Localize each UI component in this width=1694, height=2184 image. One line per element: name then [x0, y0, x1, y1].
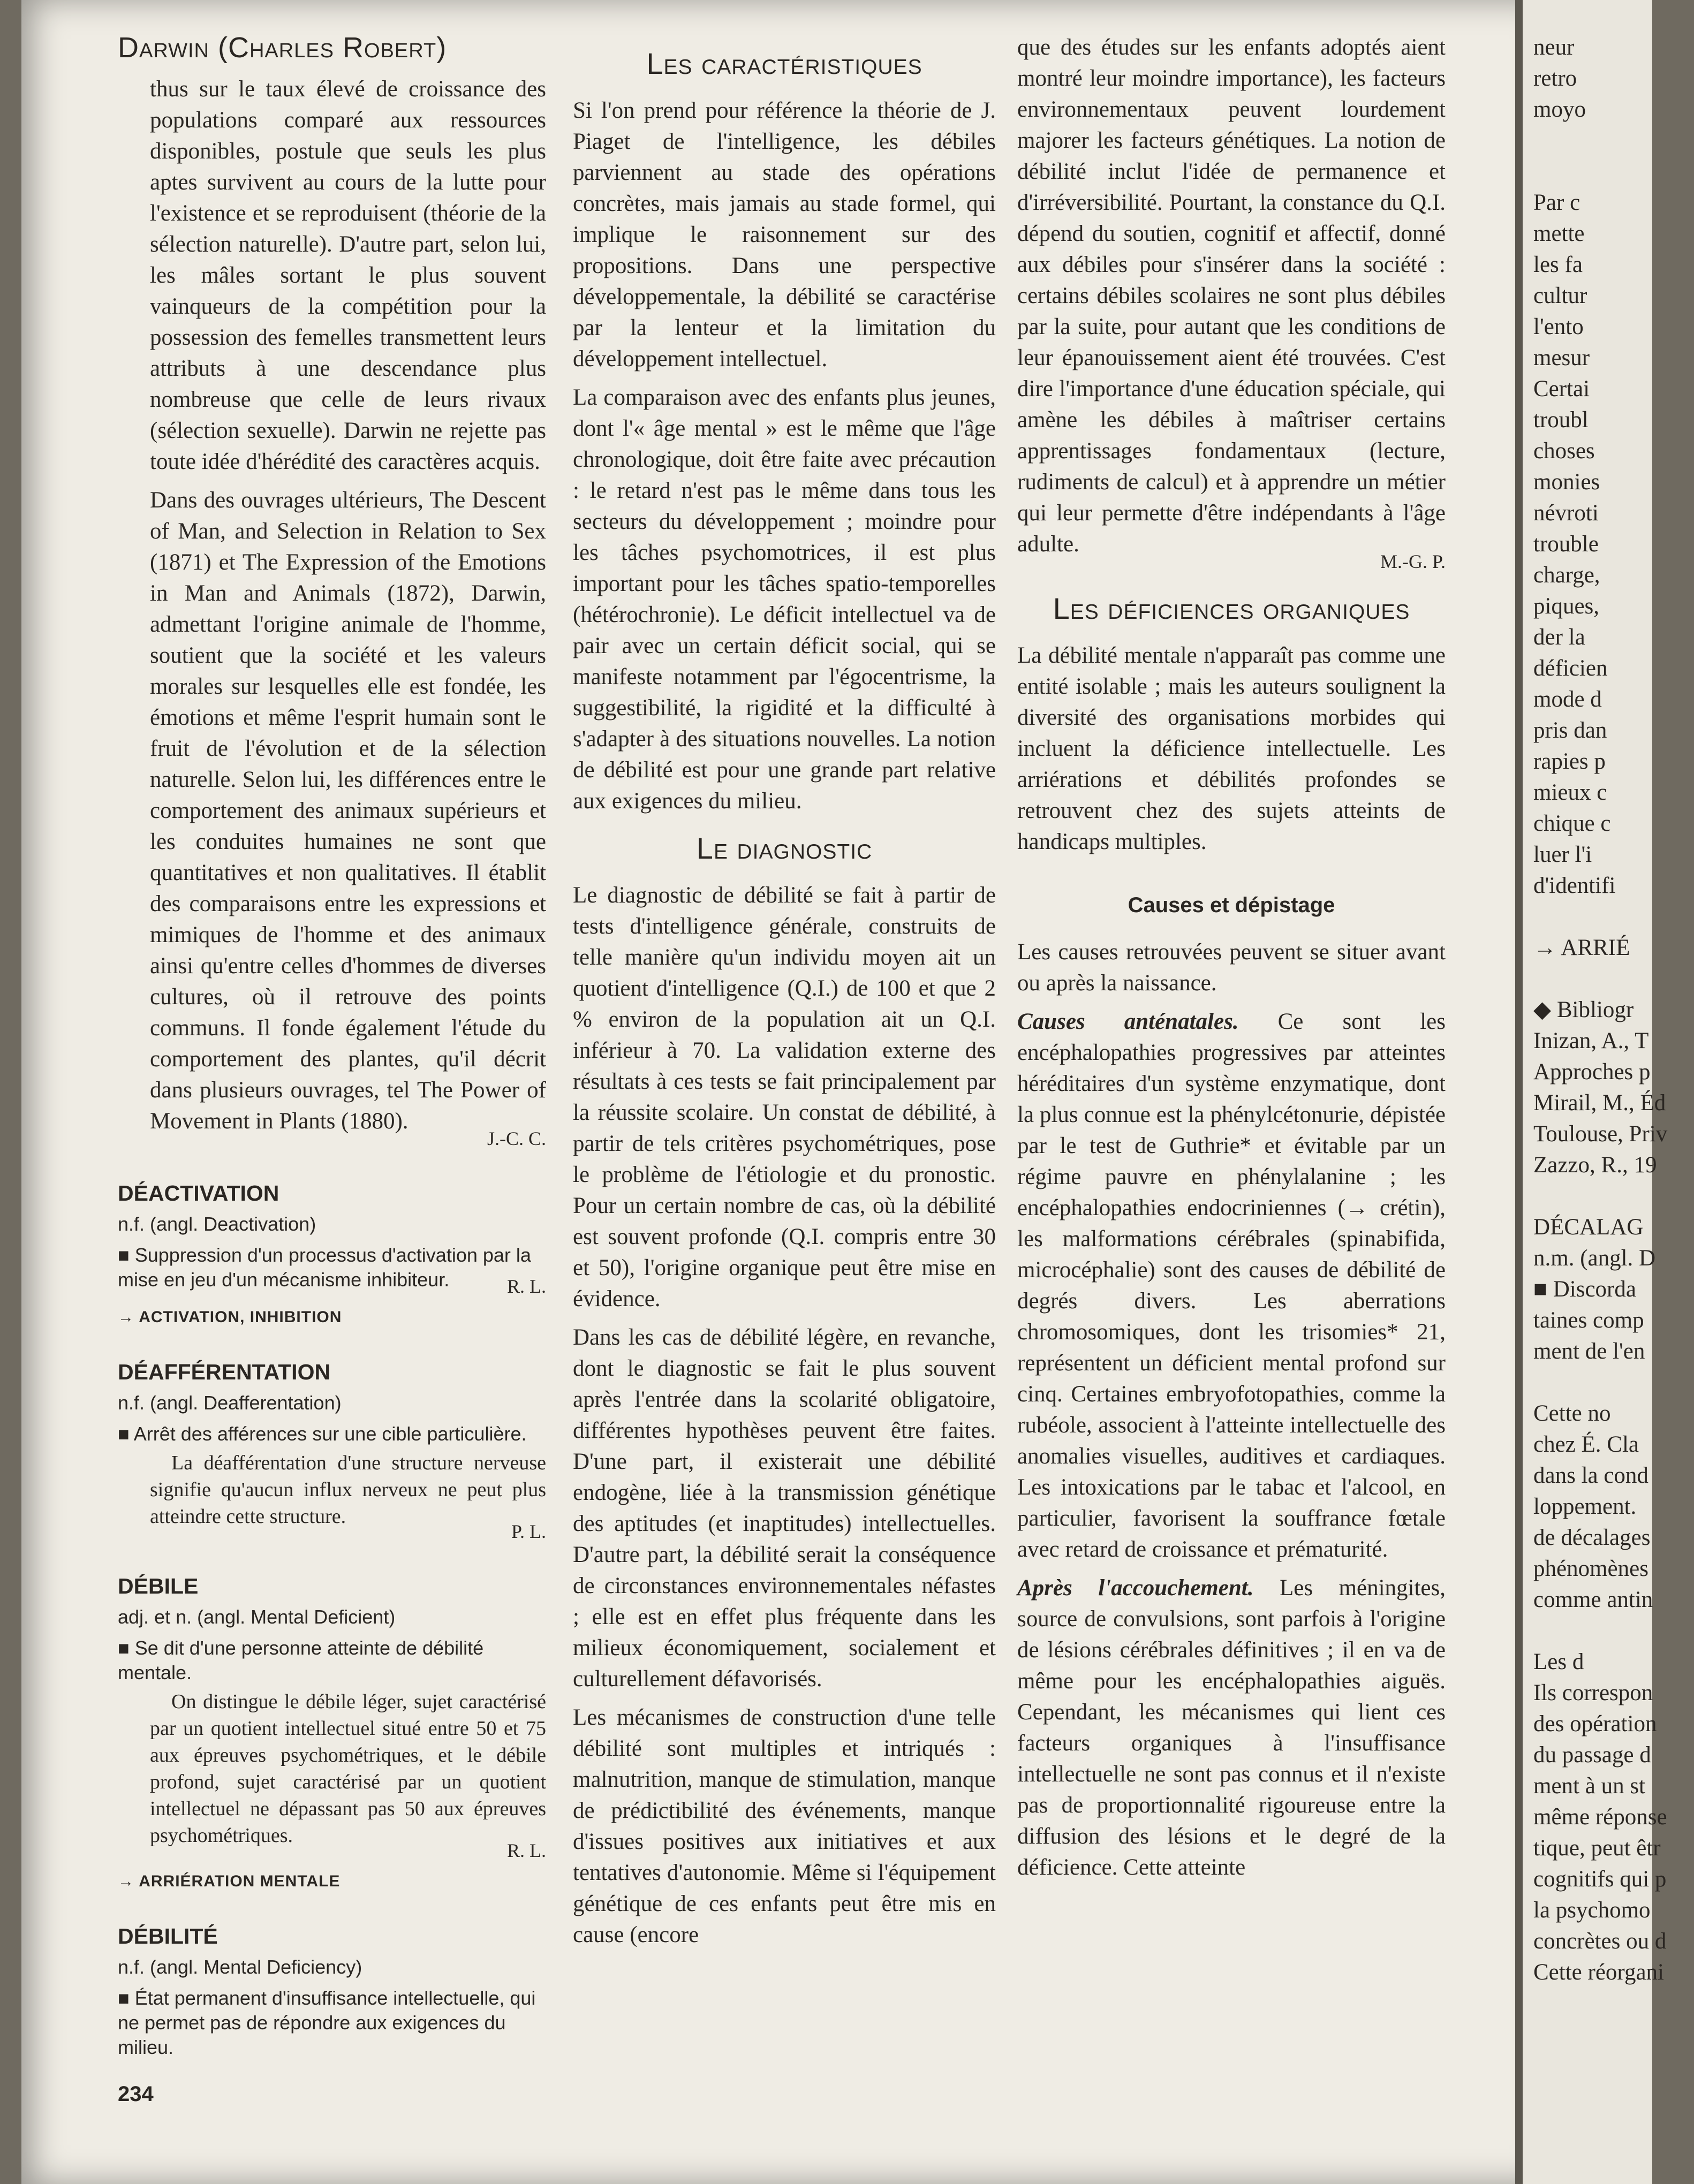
cropped-line: Par c — [1533, 190, 1580, 215]
cropped-line: du passage d — [1533, 1742, 1651, 1768]
entry-deafferentation-text: La déafférentation d'une structure nerveuse signifie qu'aucun influx nerveux ne peut plus atteindre cette structure. — [150, 1452, 546, 1528]
cropped-line: chez É. Cla — [1533, 1432, 1639, 1457]
entry-debile-sig: R. L. — [506, 1840, 546, 1861]
cropped-line: moyo — [1533, 97, 1586, 122]
entry-deafferentation-def: ■ Arrêt des afférences sur une cible particulière. — [118, 1423, 527, 1445]
page-right-partial — [1515, 0, 1668, 2184]
cropped-line: la psychomo — [1533, 1898, 1651, 1923]
cropped-line — [1533, 1616, 1694, 1647]
col3-paragraph-3: Les causes retrouvées peuvent se situer avant ou après la naissance. — [1017, 939, 1446, 996]
cropped-line: cognitifs qui p — [1533, 1867, 1667, 1892]
cropped-line: phénomènes — [1533, 1556, 1648, 1581]
cropped-line: rapies p — [1533, 749, 1606, 774]
cropped-line: mesur — [1533, 345, 1590, 370]
cropped-line: der la — [1533, 625, 1585, 650]
cropped-line — [1533, 1367, 1694, 1398]
cropped-line: piques, — [1533, 594, 1600, 619]
col3-paragraph-5 — [1017, 1573, 1446, 1883]
entry-debilite-head: DÉBILITÉ — [118, 1924, 218, 1948]
cropped-line: choses — [1533, 438, 1595, 464]
col2-paragraph-3: Le diagnostic de débilité se fait à partir de tests d'intelligence générale, construits de telle manière qu'un individu moyen ait un quotient d'intelligence (Q.I.) de 100 et que 2 % environ de la population ait un Q.I. inférieur à 70. La validation externe des résultats à ces tests se fait principalement par la réussite scolaire. Un constat de débilité, à partir de tels critères psychométriques, pose le problème de l'étiologie et du pronostic. Pour un certain nombre de cas, où la débilité est souvent profonde (Q.I. compris entre 30 et 50), l'origine organique peut être mise en évidence. — [573, 883, 996, 1311]
entry-debile-xref: → ARRIÉRATION MENTALE — [118, 1872, 341, 1890]
cropped-line: neur — [1533, 35, 1575, 60]
cropped-line: loppement. — [1533, 1494, 1637, 1519]
cropped-line: n.m. (angl. D — [1533, 1246, 1656, 1271]
cropped-line: Toulouse, Priv — [1533, 1121, 1668, 1147]
cropped-line: mette — [1533, 221, 1585, 246]
col3-paragraph-4-text: Ce sont les encéphalopathies progressives par atteintes héréditaires d'un système enzymatique, dont la plus connue est la phénylcétonurie, dépistée par le test de Guthrie* et évitable par un régime pauvre en phénylalanine ; les encéphalopathies endocriniennes (→ crétin), les malformations cérébrales (spinabifida, microcéphalie) sont des causes de débilité de degrés divers. Les aberrations chromosomiques, dont les trisomies* 21, représentent un déficient mental profond sur cinq. Certaines embryofotopathies, comme la rubéole, associent à l'atteinte intellectuelle des anomalies visuelles, auditives et cardiaques. Les intoxications par le tabac et l'alcool, en particulier, favorisent la souffrance fœtale avec retard de croissance et prématurité. — [1017, 1009, 1446, 1562]
cropped-line: cultur — [1533, 283, 1587, 308]
cropped-line: Approches p — [1533, 1059, 1651, 1085]
cropped-line: dans la cond — [1533, 1463, 1648, 1488]
entry-deafferentation-head: DÉAFFÉRENTATION — [118, 1360, 331, 1384]
cropped-line: retro — [1533, 66, 1577, 91]
cropped-line: Certai — [1533, 376, 1590, 401]
column-2 — [573, 32, 996, 1958]
entry-debile-head: DÉBILE — [118, 1574, 199, 1598]
cropped-line: tique, peut êtr — [1533, 1836, 1661, 1861]
cropped-line: Cette no — [1533, 1401, 1611, 1426]
col3-paragraph-4 — [1017, 1006, 1446, 1565]
entry-deactivation-sig: R. L. — [506, 1276, 546, 1297]
cropped-line: trouble — [1533, 532, 1599, 557]
col2-paragraph-2: La comparaison avec des enfants plus jeunes, dont l'« âge mental » est le même que l'âge chronologique, doit être faite avec précaution : le retard n'est pas le même dans tous les secteurs du développement ; moindre pour les tâches psychomotrices, il est plus important pour les tâches spatio-temporelles (hétérochronie). Le déficit intellectuel va de pair avec un certain déficit social, qui se manifeste notamment par l'égocentrisme, la suggestibilité, la rigidité et la difficulté à s'adapter à des situations nouvelles. La notion de débilité est pour une grande part relative aux exigences du milieu. — [573, 385, 996, 814]
column-1 — [118, 32, 546, 2063]
col3-signature: M.-G. P. — [1380, 551, 1446, 572]
entry-deactivation-gram: n.f. (angl. Deactivation) — [118, 1213, 316, 1235]
cropped-line — [1533, 901, 1694, 932]
cropped-line: troubl — [1533, 407, 1589, 433]
cropped-line: comme antin — [1533, 1587, 1653, 1612]
cropped-line: ment à un st — [1533, 1773, 1645, 1799]
cropped-line — [1533, 964, 1694, 995]
col3-lead-accouchement: Après l'accouchement. — [1017, 1575, 1254, 1601]
cropped-line: mode d — [1533, 687, 1602, 712]
section-heading-caracteristiques: Les caractéristiques — [646, 47, 922, 80]
cropped-line: Ils correspon — [1533, 1680, 1653, 1705]
page-left — [21, 0, 1537, 2184]
subsection-heading-causes: Causes et dépistage — [1128, 893, 1335, 917]
cropped-line: DÉCALAG — [1533, 1215, 1644, 1240]
entry-debile-gram: adj. et n. (angl. Mental Deficient) — [118, 1606, 396, 1628]
col2-paragraph-1: Si l'on prend pour référence la théorie de J. Piaget de l'intelligence, les débiles parviennent au stade des opérations concrètes, mais jamais au stade formel, qui implique le raisonnement sur des propositions. Dans une perspective développementale, la débilité se caractérise par la lenteur et la limitation du développement intellectuel. — [573, 98, 996, 371]
cropped-line: ◆ Bibliogr — [1533, 997, 1634, 1022]
col3-paragraph-1: que des études sur les enfants adoptés aient montré leur moindre importance), les facteurs environnementaux peuvent lourdement majorer les facteurs génétiques. La notion de débilité inclut l'idée de permanence et d'irréversibilité. Pourtant, la constance du Q.I. dépend du soutien, cognitif et affectif, donné aux débiles pour s'insérer dans la société : certains débiles scolaires ne sont plus débiles par la suite, pour autant que les conditions de leur épanouissement aient été trouvées. C'est dire l'importance d'une éducation spéciale, qui amène les débiles à maîtriser certains apprentissages fondamentaux (lecture, rudiments de calcul) et à apprendre un métier qui leur permette d'être indépendants à l'âge adulte. — [1017, 35, 1446, 557]
entry-debilite-def: ■ État permanent d'insuffisance intellectuelle, qui ne permet pas de répondre aux exigences du milieu. — [118, 1987, 536, 2058]
darwin-paragraph-1: thus sur le taux élevé de croissance des populations comparé aux ressources disponibles, postule que seuls les plus aptes survivent au cours de la lutte pour l'existence et se reproduisent (théorie de la sélection naturelle). D'autre part, selon lui, les mâles sortant le plus souvent vainqueurs de la compétition pour la possession des femelles transmettent leurs attributs à une descendance plus nombreuse que celle de leurs rivaux (sélection sexuelle). Darwin ne rejette pas toute idée d'hérédité des caractères acquis. — [150, 77, 546, 474]
entry-deafferentation-gram: n.f. (angl. Deafferentation) — [118, 1392, 342, 1414]
entry-deactivation-xref: → ACTIVATION, INHIBITION — [118, 1308, 342, 1326]
cropped-line: des opération — [1533, 1711, 1657, 1736]
cropped-line: de décalages — [1533, 1525, 1651, 1550]
entry-debile-text: On distingue le débile léger, sujet caractérisé par un quotient intellectuel situé entre 50 et 75 aux épreuves psychométriques, et le débile profond, sujet caractérisé par un quotient intellectuel ne dépassant pas 50 aux épreuves psychométriques. — [150, 1690, 546, 1847]
cropped-line — [1533, 125, 1694, 156]
cropped-line: pris dan — [1533, 718, 1607, 743]
cropped-line: charge, — [1533, 563, 1600, 588]
cropped-line: Mirail, M., Éd — [1533, 1090, 1666, 1116]
column-3 — [1017, 32, 1446, 1891]
cropped-line: même réponse — [1533, 1804, 1667, 1830]
cropped-line: Cette réorgani — [1533, 1960, 1664, 1985]
entry-debilite-gram: n.f. (angl. Mental Deficiency) — [118, 1956, 362, 1978]
entry-deactivation-def: ■ Suppression d'un processus d'activation par la mise en jeu d'un mécanisme inhibiteur. — [118, 1244, 531, 1291]
cropped-line: ment de l'en — [1533, 1339, 1645, 1364]
page-number: 234 — [118, 2082, 154, 2106]
cropped-line: l'ento — [1533, 314, 1584, 339]
col3-paragraph-2: La débilité mentale n'apparaît pas comme une entité isolable ; mais les auteurs soulignent la diversité des organisations morbides qui incluent la déficience intellectuelle. Les arriérations et débilités profondes se retrouvent chez des sujets atteints de handicaps multiples. — [1017, 643, 1446, 854]
col2-paragraph-4: Dans les cas de débilité légère, en revanche, dont le diagnostic se fait le plus souvent après l'entrée dans la scolarité obligatoire, différentes hypothèses peuvent être faites. D'une part, il existerait une débilité endogène, liée à la transmission génétique des aptitudes (et inaptitudes) intellectuelles. D'autre part, la débilité serait la conséquence de circonstances environnementales néfastes ; elle est en effet plus fréquente dans les milieux économiquement, socialement et culturellement défavorisés. — [573, 1325, 996, 1692]
cropped-line: concrètes ou d — [1533, 1929, 1667, 1954]
cropped-line: névroti — [1533, 500, 1599, 526]
entry-deafferentation-sig: P. L. — [511, 1521, 546, 1542]
entry-debile-def: ■ Se dit d'une personne atteinte de débilité mentale. — [118, 1637, 484, 1684]
cropped-line: d'identifi — [1533, 873, 1616, 898]
cropped-line: les fa — [1533, 252, 1583, 277]
darwin-signature: J.-C. C. — [487, 1128, 546, 1149]
cropped-line: mieux c — [1533, 780, 1607, 805]
col2-paragraph-5: Les mécanismes de construction d'une telle débilité sont multiples et intriqués : malnutrition, manque de stimulation, manque de prédictibilité des événements, manque d'issues positives aux initiatives et aux tentatives d'autonomie. Même si l'équipement génétique de ces enfants peut être mis en cause (encore — [573, 1705, 996, 1947]
running-head: Darwin (Charles Robert) — [118, 32, 447, 64]
cropped-line: Zazzo, R., 19 — [1533, 1152, 1657, 1178]
cropped-line — [1533, 156, 1694, 187]
cropped-line: Inizan, A., T — [1533, 1028, 1649, 1053]
cropped-line: → ARRIÉ — [1533, 935, 1630, 960]
col3-lead-anténatales: Causes anténatales. — [1017, 1009, 1239, 1034]
cropped-line — [1533, 1181, 1694, 1212]
darwin-paragraph-2: Dans des ouvrages ultérieurs, The Descent of Man, and Selection in Relation to Sex (1871) et The Expression of the Emotions in Man and Animals (1872), Darwin, admettant l'origine animale de l'homme, soutient que la société et les valeurs morales sur lesquelles elle est fondée, les émotions et même l'esprit humain sont le fruit de l'évolution et de la sélection naturelle. Selon lui, les différences entre le comportement des animaux supérieurs et les conduites humaines ne sont que quantitatives et non qualitatives. Il établit des comparaisons entre les expressions et mimiques de l'homme et des animaux ainsi qu'entre celles d'hommes de diverses cultures, où il retrouve des points communs. Il fonde également l'étude du comportement des plantes, qu'il décrit dans plusieurs ouvrages, tel The Power of Movement in Plants (1880). — [150, 488, 546, 1134]
section-heading-deficiences: Les déficiences organiques — [1053, 592, 1410, 625]
cropped-line: monies — [1533, 469, 1600, 495]
entry-deactivation-head: DÉACTIVATION — [118, 1181, 279, 1205]
col3-paragraph-5-text: Les méningites, source de convulsions, sont parfois à l'origine de lésions cérébrales définitives ; il en va de même pour les encéphalopathies aiguës. Cependant, les mécanismes qui lient ces facteurs organiques à l'insuffisance intellectuelle ne sont pas connus et il n'existe pas de proportionnalité rigoureuse entre la diffusion des lésions et le degré de la déficience. Cette atteinte — [1017, 1575, 1446, 1880]
cropped-line: chique c — [1533, 811, 1611, 836]
cropped-line: Les d — [1533, 1649, 1584, 1674]
column-4-cropped — [1533, 32, 1694, 1988]
cropped-line: taines comp — [1533, 1308, 1644, 1333]
cropped-line: ■ Discorda — [1533, 1277, 1636, 1302]
cropped-line: luer l'i — [1533, 842, 1592, 867]
cropped-line: déficien — [1533, 656, 1608, 681]
section-heading-diagnostic: Le diagnostic — [696, 831, 873, 865]
